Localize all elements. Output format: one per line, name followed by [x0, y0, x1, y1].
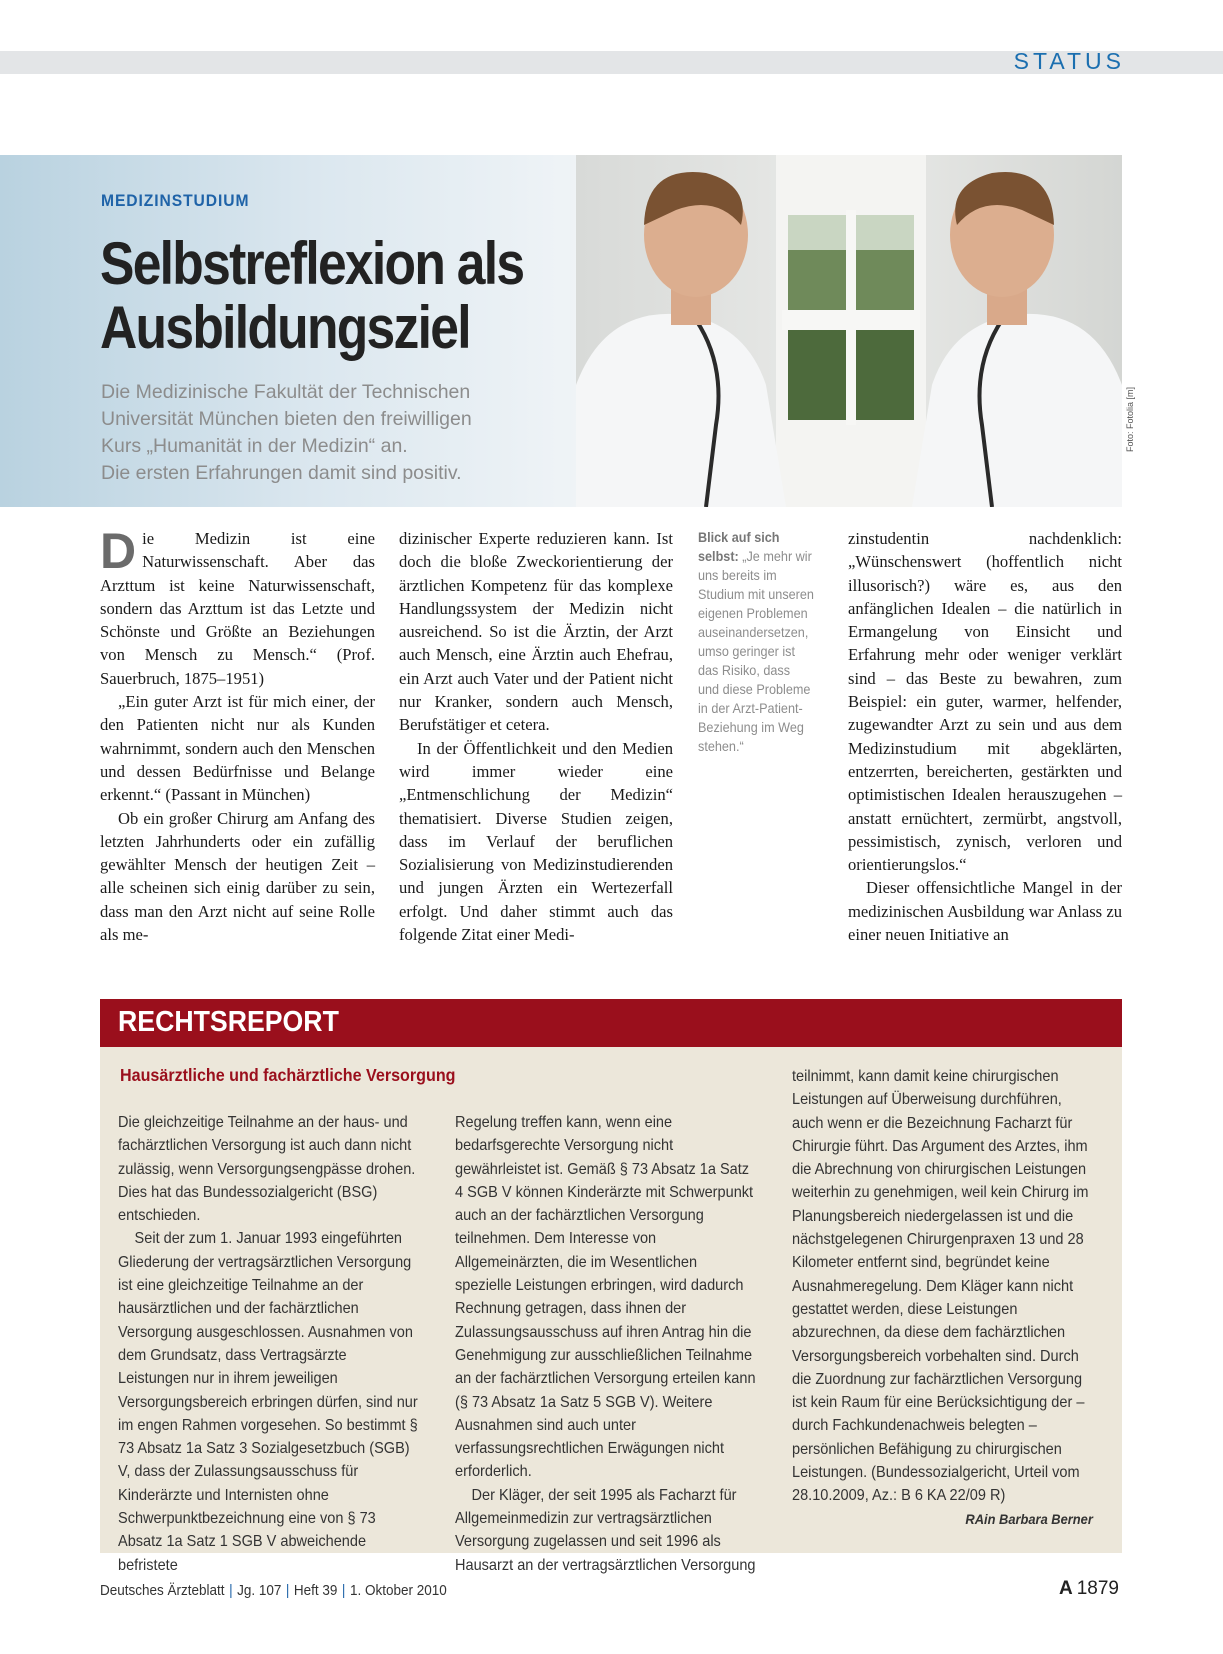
sidebar-text: „Je mehr wir uns bereits im Studium mit unseren eigenen Problemen auseinandersetzen, umso geringer ist das Risiko, dass und diese Probleme in der Arzt-Patient-Beziehung im Weg stehen.“ — [698, 549, 814, 754]
volume: Jg. 107 — [237, 1582, 282, 1599]
page-prefix: A — [1058, 1578, 1073, 1599]
report-header-bar — [100, 999, 1122, 1047]
article-hero — [0, 155, 1122, 507]
headline-line: Ausbildungsziel — [100, 294, 470, 361]
report-column-1 — [118, 1111, 419, 1577]
rechtsreport-box — [100, 999, 1122, 1574]
headline — [100, 232, 547, 360]
paragraph: Seit der zum 1. Januar 1993 eingeführten Gliederung der vertragsärztlichen Versorgung ist eine gleichzeitige Teilnahme an der hausärztlichen und der fachärztlichen Versorgung ausgeschlossen. Ausnahmen von dem Grundsatz, dass Vertragsärzte Leistungen nur in ihrem jeweiligen Versorgungsbereich erbringen dürfen, sind nur im engen Rahmen vorgesehen. So bestimmt § 73 Absatz 1a Satz 3 Sozialgesetzbuch (SGB) V, dass der Zulassungsausschuss für Kinderärzte und Internisten ohne Schwerpunktbezeichnung eine von § 73 Absatz 1a Satz 1 SGB V abweichende befristete — [118, 1230, 418, 1574]
kicker: MEDIZINSTUDIUM — [101, 191, 250, 210]
section-label: STATUS — [1013, 48, 1125, 74]
issue: Heft 39 — [293, 1582, 338, 1599]
report-column-2 — [455, 1111, 756, 1577]
paragraph: Der Kläger, der seit 1995 als Facharzt für Allgemeinmedizin zur vertragsärztlichen Versorgung zugelassen und seit 1996 als Hausarzt an der vertragsärztlichen Versorgung — [455, 1486, 756, 1574]
paragraph: Ob ein großer Chirurg am Anfang des letzten Jahrhunderts oder ein zufällig gewählter Mensch der heutigen Zeit – alle scheinen sich einig darüber zu sein, dass man den Arzt nicht auf seine Rolle als me- — [100, 808, 375, 945]
paragraph: dizinischer Experte reduzieren kann. Ist doch die bloße Zweckorientierung der ärztlichen Kompetenz für das komplexe Handlungssystem der Medizin nicht ausreichend. So ist die Ärztin, der Arzt auch Mensch, eine Ärztin auch Ehefrau, ein Arzt auch Vater und der Patient nicht nur Kranker, sondern auch Mensch, Berufstätiger et cetera. — [399, 529, 673, 735]
paragraph: Dieser offensichtliche Mangel in der medizinischen Ausbildung war Anlass zu einer neuen Initiative an — [848, 878, 1122, 945]
page-footer: Deutsches Ärzteblatt | Jg. 107 | Heft 39 | 1. Oktober 2010 — [100, 1582, 447, 1599]
report-column-3 — [792, 1065, 1093, 1531]
lead-line: Die Medizinische Fakultät der Technischen — [101, 381, 471, 403]
article-column-4 — [848, 527, 1122, 946]
paragraph: „Ein guter Arzt ist für mich einer, der den Patienten nicht nur als Kunden wahrnimmt, sondern auch den Menschen und dessen Bedürfnisse und Belange erkennt.“ (Passant in München) — [100, 692, 375, 805]
sidebar-lead: Blick auf sich selbst: — [698, 530, 780, 564]
paragraph: zinstudentin nachdenklich: „Wünschenswert (hoffentlich nicht illusorisch?) wäre es, aus den anfänglichen Idealen – die natürlich in Ermangelung von Einsicht und Erfahrung mehr oder weniger verklärt sind – das Beste zu bewahren, zum Beispiel: ein guter, warmer, helfender, zugewandter Arzt zu sein und aus dem Medizinstudium mit abgeklärten, entzerrten, bereicherten, gestärkten und optimistischen Idealen herauszugehen – anstatt ernüchtert, zermürbt, angstvoll, pessimistisch, zynisch, verloren und orientierungslos.“ — [848, 529, 1122, 875]
report-title: RECHTSREPORT — [118, 1006, 339, 1038]
report-subtitle: Hausärztliche und fachärztliche Versorgung — [120, 1065, 456, 1085]
article-column-2 — [399, 527, 673, 946]
journal-name: Deutsches Ärzteblatt — [100, 1582, 225, 1599]
sidebar-quote — [698, 528, 814, 756]
dropcap: D — [100, 523, 137, 579]
lead-line: Die ersten Erfahrungen damit sind positiv. — [101, 462, 462, 484]
mirrored-doctor-illustration — [576, 155, 1122, 507]
lead-text — [101, 379, 571, 487]
lead-line: Universität München bieten den freiwilligen — [101, 408, 472, 430]
report-author: RAin Barbara Berner — [965, 1510, 1093, 1527]
paragraph: In der Öffentlichkeit und den Medien wird immer wieder eine „Entmenschlichung der Medizin“ thematisiert. Diverse Studien zeigen, dass im Verlauf der beruflichen Sozialisierung von Medizinstudierenden und jungen Ärzten ein Wertezerfall erfolgt. Und daher stimmt auch das folgende Zitat einer Medi- — [399, 738, 673, 945]
page-value: 1879 — [1076, 1578, 1119, 1599]
photo-credit: Foto: Fotolia [m] — [1125, 386, 1135, 452]
paragraph: teilnimmt, kann damit keine chirurgischen Leistungen auf Überweisung durchführen, auch wenn er die Bezeichnung Facharzt für Chirurgie führt. Das Argument des Arztes, ihm die Abrechnung von chirurgischen Leistungen weiterhin zu genehmigen, weil kein Chirurg im Planungsbereich niedergelassen ist und die nächstgelegenen Chirurgenpraxen 13 und 28 Kilometer entfernt sind, begründet keine Ausnahmeregelung. Dem Kläger kann nicht gestattet werden, diese Leistungen abzurechnen, da diese dem fachärztlichen Versorgungsbereich vorbehalten sind. Durch die Zuordnung zur fachärztlichen Versorgung ist kein Raum für eine Berücksichtigung der – durch Fachkundenachweis belegten – persönlichen Befähigung zu chirurgischen Leistungen. (Bundessozialgericht, Urteil vom 28.10.2009, Az.: B 6 KA 22/09 R) — [792, 1068, 1089, 1505]
paragraph: Die gleichzeitige Teilnahme an der haus- und fachärztlichen Versorgung ist auch dann nicht zulässig, wenn Versorgungsengpässe drohen. Dies hat das Bundessozialgericht (BSG) entschieden. — [118, 1114, 416, 1225]
headline-line: Selbstreflexion als — [100, 230, 524, 297]
paragraph: Regelung treffen kann, wenn eine bedarfsgerechte Versorgung nicht gewährleistet ist. Gemäß § 73 Absatz 1a Satz 4 SGB V können Kinderärzte mit Schwerpunkt auch an der fachärztlichen Versorgung teilnehmen. Dem Interesse von Allgemeinärzten, die im Wesentlichen spezielle Leistungen erbringen, wird dadurch Rechnung getragen, dass ihnen der Zulassungsausschuss auf ihren Antrag hin die Genehmigung zur ausschließlichen Teilnahme an der fachärztlichen Versorgung erteilen kann (§ 73 Absatz 1a Satz 5 SGB V). Weitere Ausnahmen sind auch unter verfassungsrechtlichen Erwägungen nicht erforderlich. — [455, 1114, 756, 1481]
hero-photo — [576, 155, 1122, 507]
lead-line: Kurs „Humanität in der Medizin“ an. — [101, 435, 408, 457]
article-column-1 — [100, 523, 375, 946]
page-number — [1059, 1578, 1119, 1600]
paragraph: ie Medizin ist eine Naturwissenschaft. Aber das Arzttum ist keine Naturwissenschaft, sondern das Arzttum ist das Letzte und Schönste und Größte an Beziehungen von Mensch zu Mensch.“ (Prof. Sauerbruch, 1875–1951) — [100, 529, 375, 688]
issue-date: 1. Oktober 2010 — [349, 1582, 447, 1599]
